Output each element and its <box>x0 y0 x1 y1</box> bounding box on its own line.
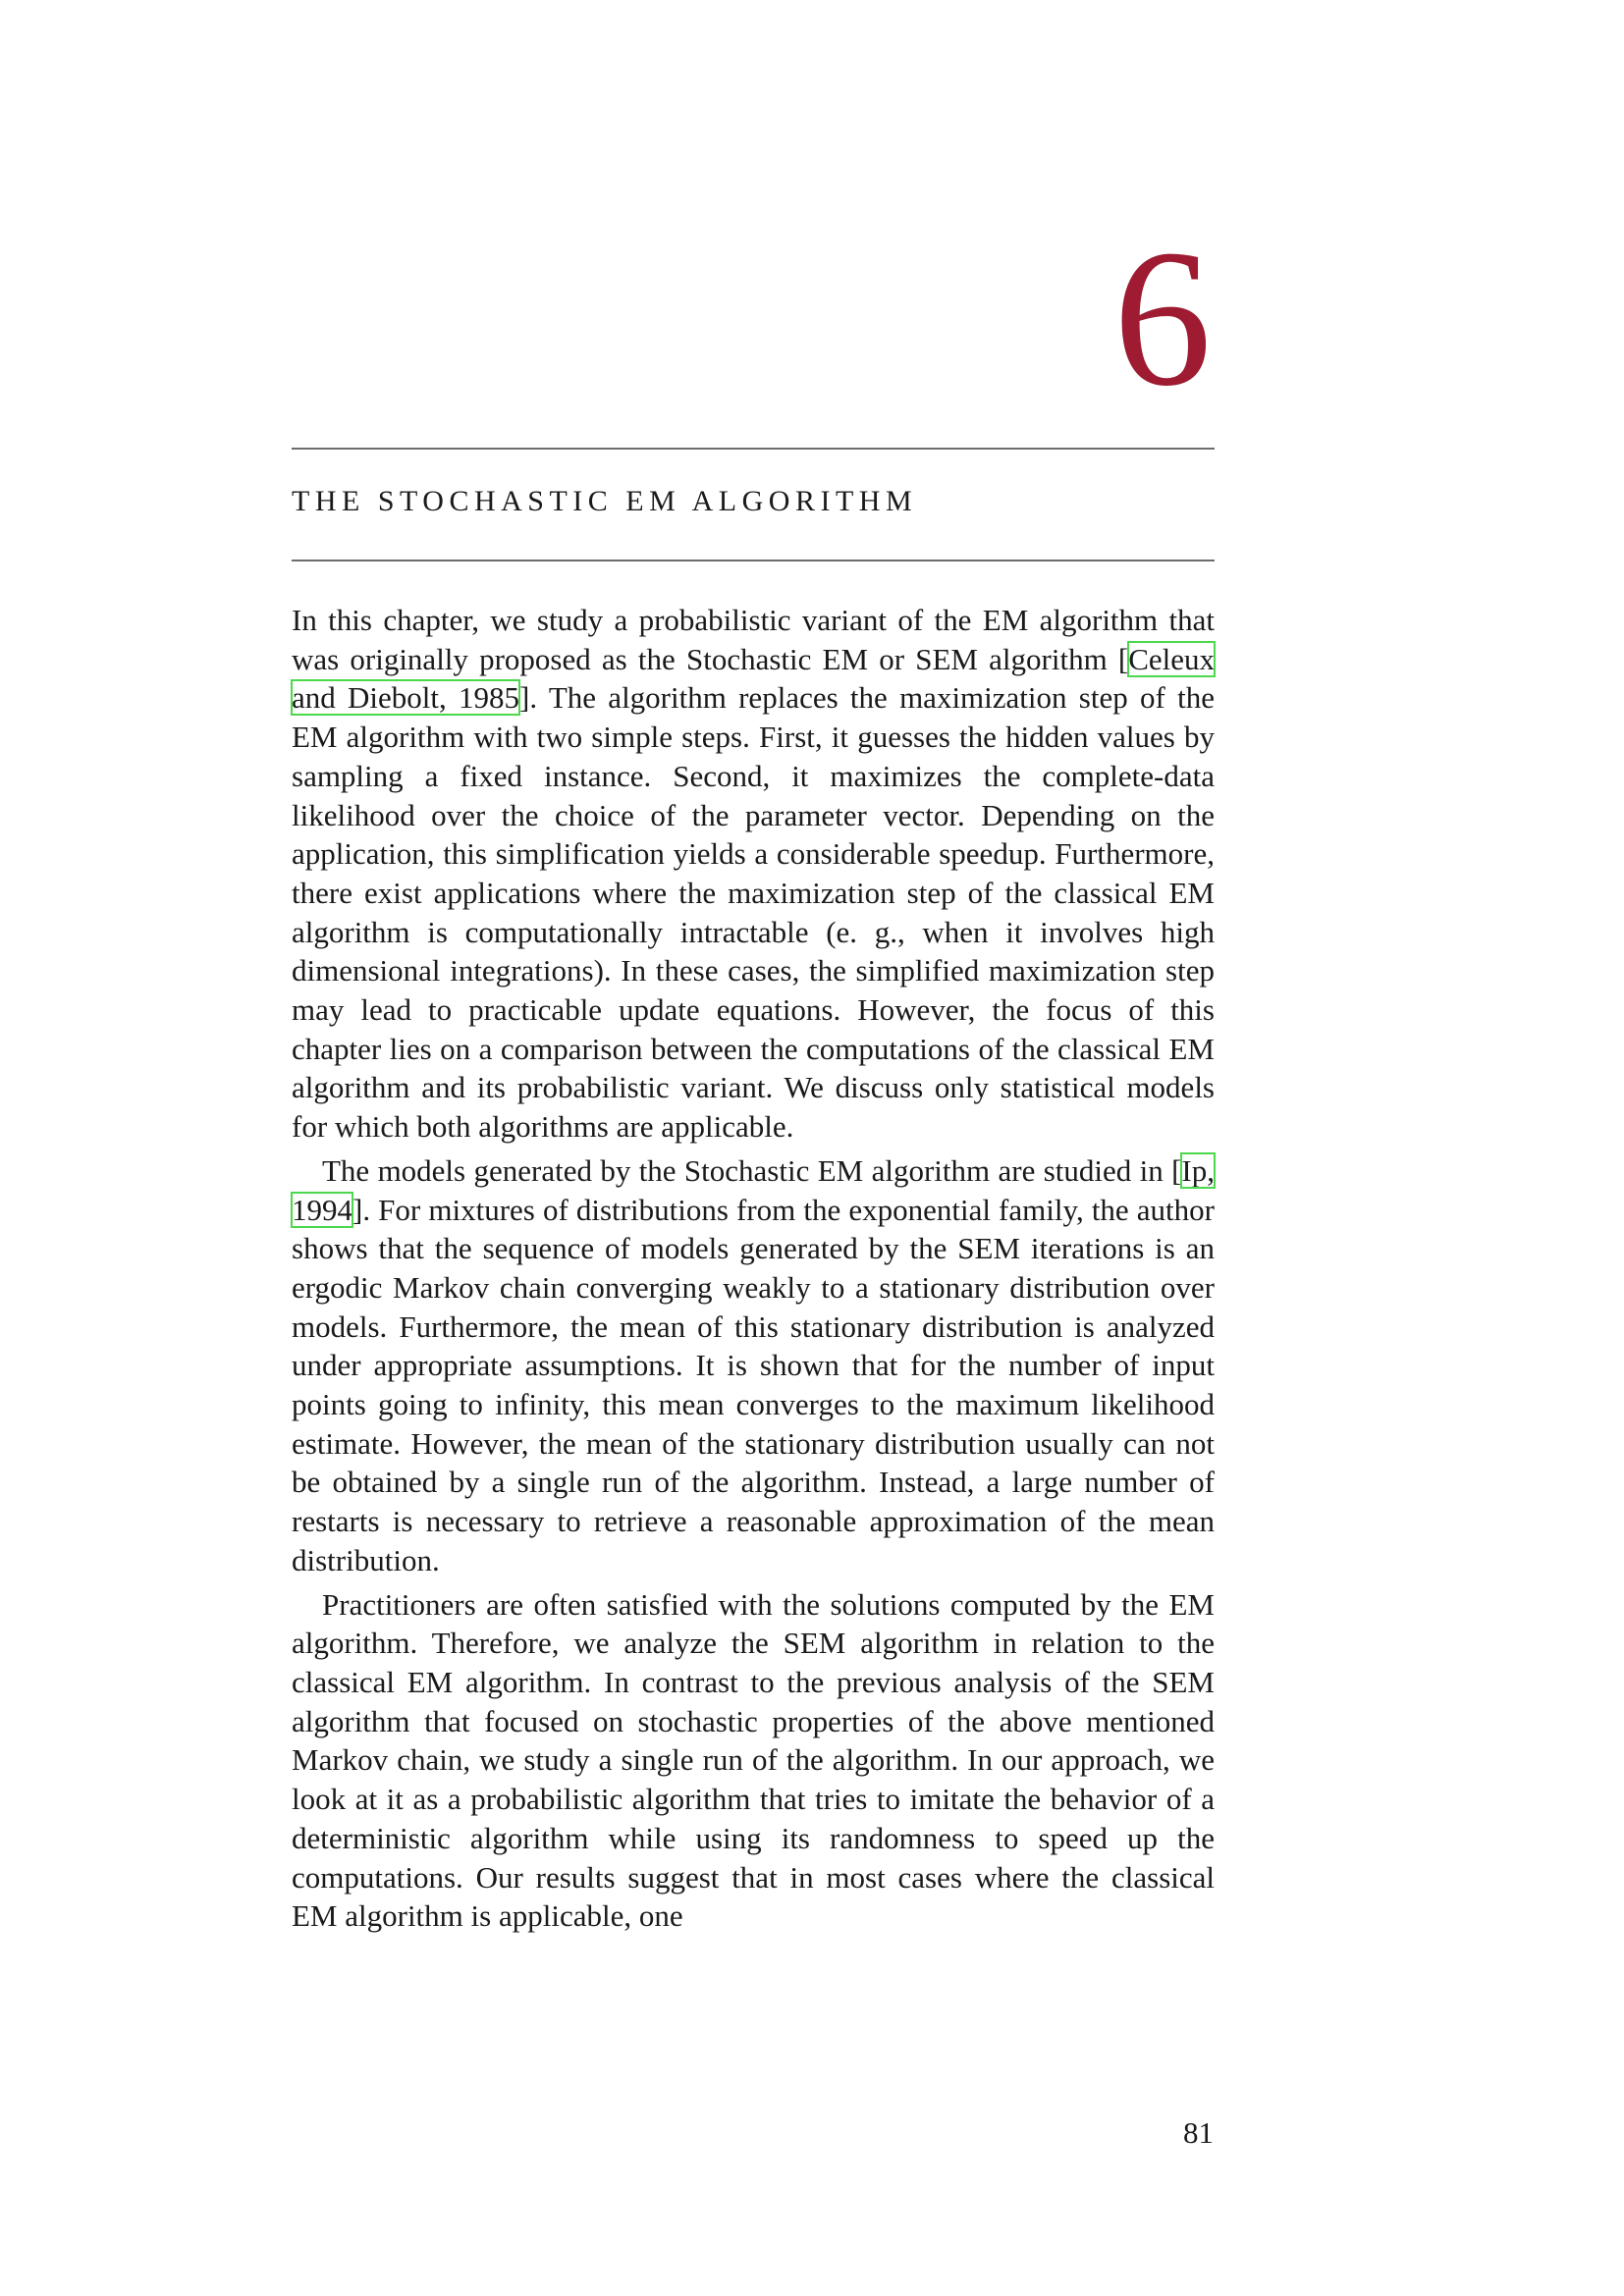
paragraph-1-text-before: In this chapter, we study a probabilistic variant of the EM algorithm that was originally proposed as the Stochastic EM or SEM algorithm [ <box>292 603 1215 676</box>
chapter-body <box>292 601 1215 1936</box>
chapter-number: 6 <box>1113 210 1212 427</box>
paragraph-3: Practitioners are often satisfied with the solutions computed by the EM algorithm. Therefore, we analyze the SEM algorithm in relation to the classical EM algorithm. In contrast to the previous analysis of the SEM algorithm that focused on stochastic properties of the above mentioned Markov chain, we study a single run of the algorithm. In our approach, we look at it as a probabilistic algorithm that tries to imitate the behavior of a deterministic algorithm while using its randomness to speed up the computations. Our results suggest that in most cases where the classical EM algorithm is applicable, one <box>292 1586 1215 1934</box>
citation-link-ip[interactable]: Ip, 1994 <box>292 1152 1215 1227</box>
paragraph-2-text-before: The models generated by the Stochastic EM algorithm are studied in [ <box>322 1152 1182 1188</box>
page-number: 81 <box>1183 2115 1214 2150</box>
citation-link-celeux-diebolt[interactable]: Celeux and Diebolt, 1985 <box>292 641 1215 716</box>
chapter-rule-bottom <box>292 560 1215 561</box>
paragraph-1 <box>292 601 1215 1147</box>
paragraph-1-text-after: ]. The algorithm replaces the maximization step of the EM algorithm with two simple steps. First, it guesses the hidden values by sampling a fixed instance. Second, it maximizes the complete-data likelihood over the choice of the parameter vector. Depending on the application, this simplification yields a considerable speedup. Furthermore, there exist applications where the maximization step of the classical EM algorithm is computationally intractable (e. g., when it involves high dimensional integrations). In these cases, the simplified maximization step may lead to practicable update equations. However, the focus of this chapter lies on a comparison between the computations of the classical EM algorithm and its probabilistic variant. We discuss only statistical models for which both algorithms are applicable. <box>292 680 1215 1145</box>
chapter-rule-top <box>292 448 1215 450</box>
chapter-title: THE STOCHASTIC EM ALGORITHM <box>292 485 918 517</box>
paragraph-2-text-after: ]. For mixtures of distributions from the exponential family, the author shows that the sequence of models generated by the SEM iterations is an ergodic Markov chain converging weakly to a stationary distribution over models. Furthermore, the mean of this stationary distribution is analyzed under appropriate assumptions. It is shown that for the number of input points going to infinity, this mean converges to the maximum likelihood estimate. However, the mean of the stationary distribution usually can not be obtained by a single run of the algorithm. Instead, a large number of restarts is necessary to retrieve a reasonable approximation of the mean distribution. <box>292 1192 1215 1577</box>
paragraph-2 <box>292 1151 1215 1580</box>
